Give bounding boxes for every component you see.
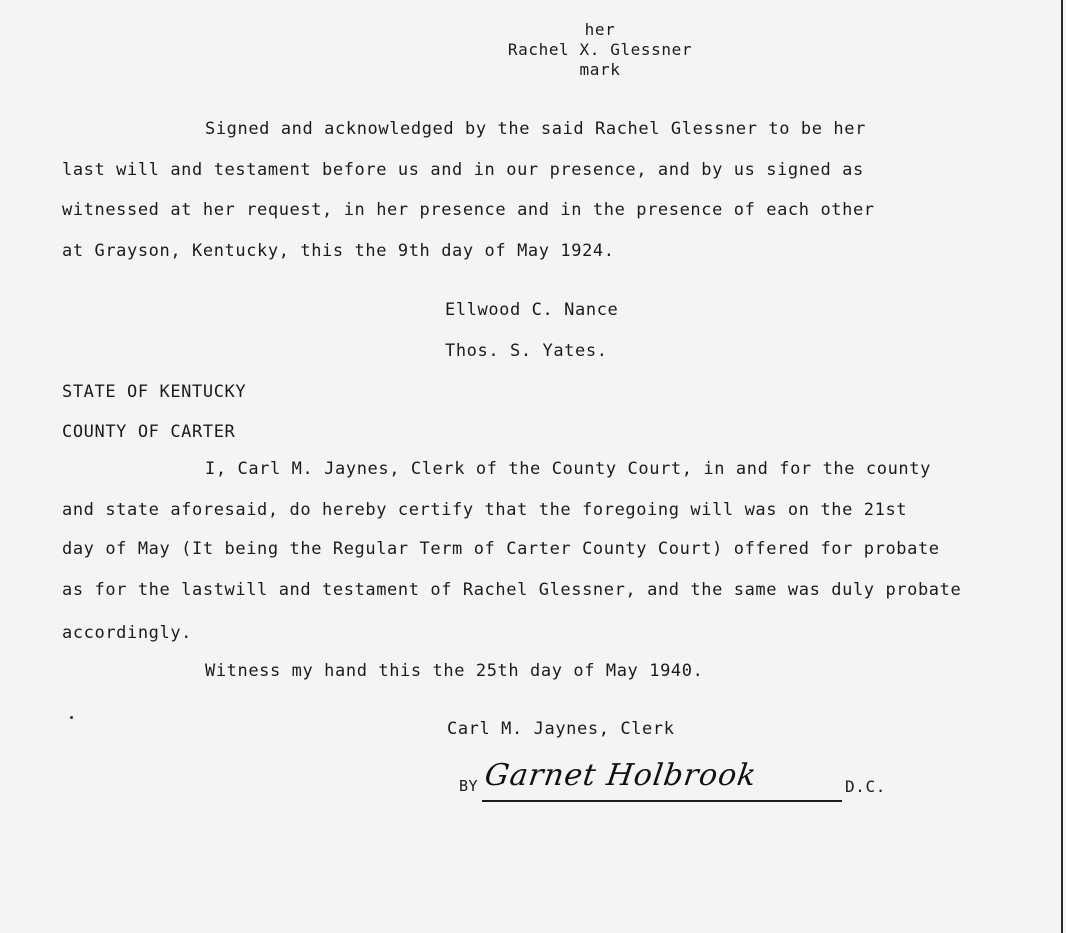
clerk-signature: Carl M. Jaynes, Clerk [447, 719, 675, 739]
certificate-line-3: day of May (It being the Regular Term of Carter County Court) offered for probate [62, 539, 940, 559]
certificate-line-2: and state aforesaid, do hereby certify that the foregoing will was on the 21st [62, 500, 908, 520]
attestation-line-2: last will and testament before us and in our presence, and by us signed as [62, 160, 864, 180]
attestation-line-3: witnessed at her request, in her presence and in the presence of each other [62, 200, 875, 220]
certificate-line-1: I, Carl M. Jaynes, Clerk of the County Court, in and for the county [205, 459, 931, 479]
attestation-line-4: at Grayson, Kentucky, this the 9th day of May 1924. [62, 241, 615, 261]
venue-county: COUNTY OF CARTER [62, 422, 236, 442]
deputy-handwritten-signature: Garnet Holbrook [482, 758, 759, 793]
witness-hand-line: Witness my hand this the 25th day of May 1940. [205, 661, 704, 681]
signature-underline [482, 800, 842, 802]
ink-speck [70, 716, 73, 719]
testator-name: Rachel X. Glessner [507, 40, 693, 59]
mark-above: her [584, 20, 616, 39]
deputy-clerk-suffix: D.C. [845, 777, 886, 796]
witness-signature-1: Ellwood C. Nance [445, 300, 619, 320]
certificate-line-5: accordingly. [62, 623, 193, 643]
certificate-line-4: as for the lastwill and testament of Rachel Glessner, and the same was duly probate [62, 580, 962, 600]
witness-signature-2: Thos. S. Yates. [445, 341, 608, 361]
page-edge-line [1061, 0, 1063, 933]
by-label: BY [459, 777, 479, 795]
attestation-line-1: Signed and acknowledged by the said Rachel Glessner to be her [205, 119, 866, 139]
mark-below: mark [579, 60, 621, 79]
testator-mark-block [470, 20, 730, 80]
venue-state: STATE OF KENTUCKY [62, 382, 247, 402]
